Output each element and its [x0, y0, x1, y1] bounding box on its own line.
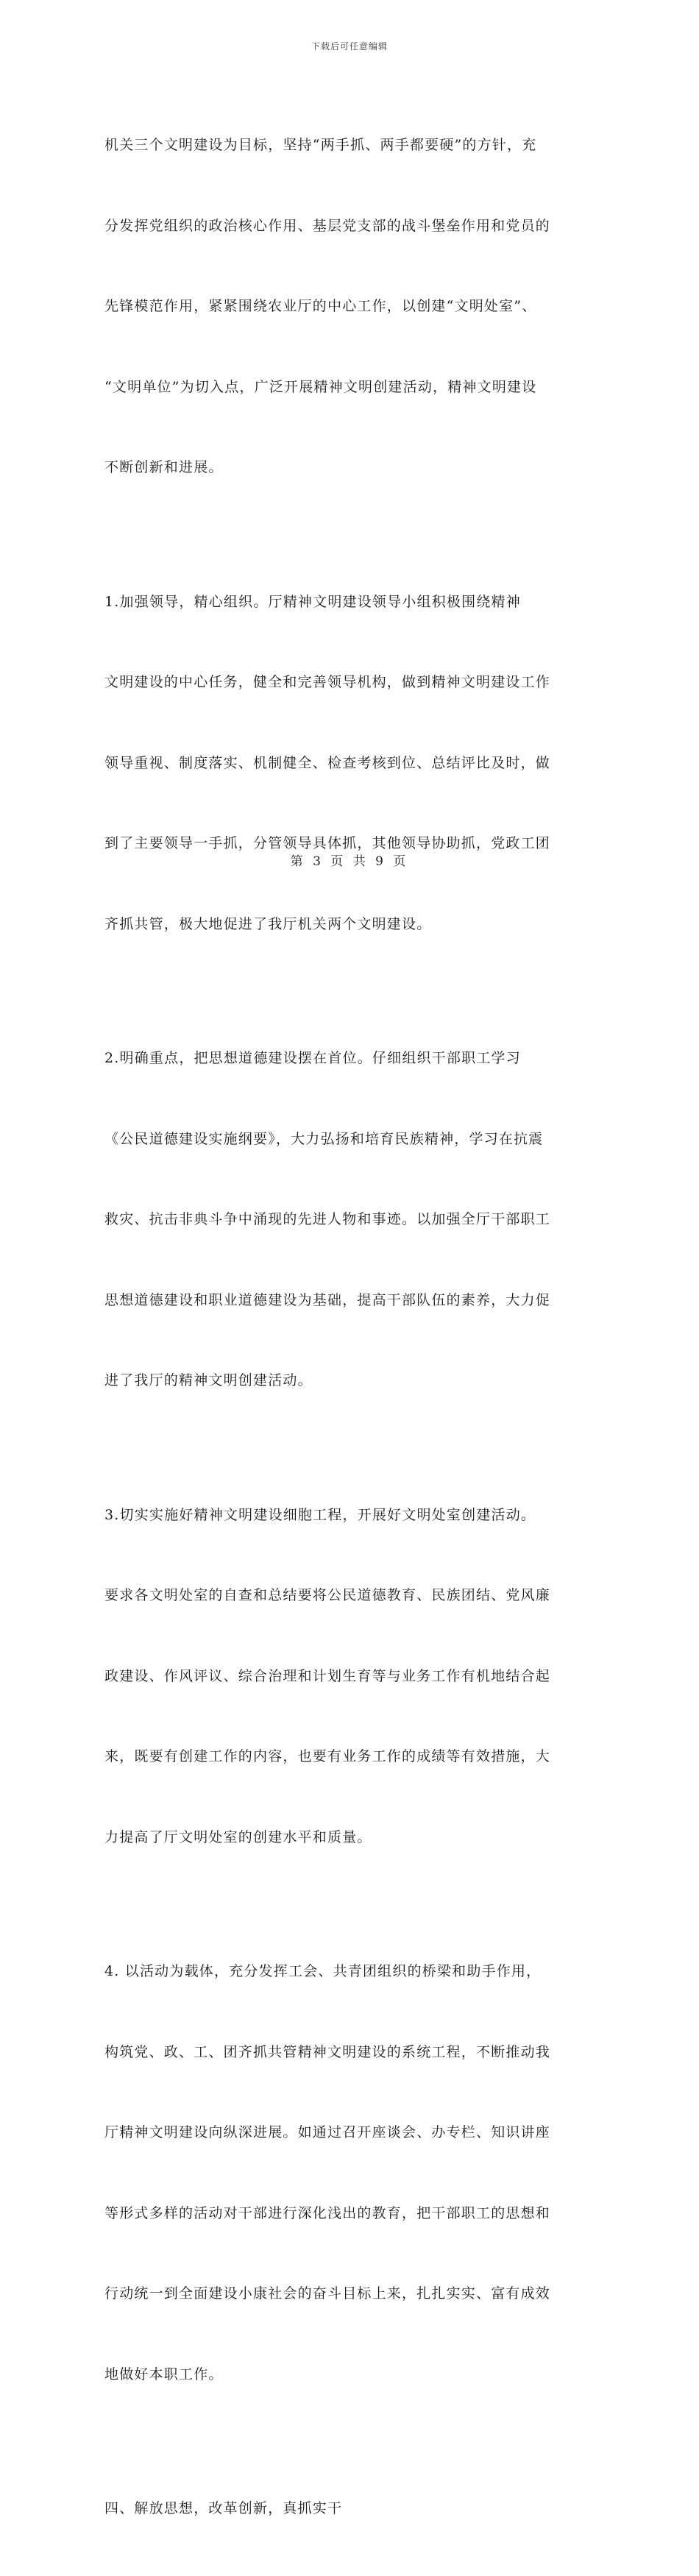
- text-line: 构筑党、政、工、团齐抓共管精神文明建设的系统工程，不断推动我: [104, 2043, 551, 2060]
- text-line: 先锋模范作用，紧紧围绕农业厅的中心工作，以创建“文明处室”、: [104, 298, 537, 314]
- text-line: 力提高了厅文明处室的创建水平和质量。: [104, 1828, 372, 1845]
- text-line: 地做好本职工作。: [104, 2366, 224, 2382]
- paragraph-item-3: [104, 1448, 620, 1905]
- text-line: 来，既要有创建工作的内容，也要有业务工作的成绩等有效措施，大: [104, 1748, 551, 1764]
- text-line: 不断创新和进展。: [104, 459, 224, 475]
- text-line: 要求各文明处室的自查和总结要将公民道德教育、民族团结、党风廉: [104, 1587, 551, 1603]
- text-line: 4. 以活动为载体，充分发挥工会、共青团组织的桥梁和助手作用，: [104, 1963, 542, 1979]
- text-line: 四、解放思想，改革创新，真抓实干: [104, 2500, 343, 2516]
- text-line: 1.加强领导，精心组织。厅精神文明建设领导小组积极围绕精神: [104, 593, 521, 610]
- text-line: 进了我厅的精神文明创建活动。: [104, 1372, 313, 1388]
- text-line: 思想道德建设和职业道德建设为基础，提高干部队伍的素养，大力促: [104, 1291, 551, 1308]
- page-header: 下载后可任意编辑: [311, 41, 388, 52]
- text-line: 行动统一到全面建设小康社会的奋斗目标上来，扎扎实实、富有成效: [104, 2285, 551, 2302]
- paragraph-item-2: [104, 991, 620, 1448]
- text-line: 文明建设的中心任务，健全和完善领导机构，做到精神文明建设工作: [104, 674, 551, 690]
- text-line: 《公民道德建设实施纲要》，大力弘扬和培育民族精神，学习在抗震: [104, 1130, 544, 1147]
- text-line: 等形式多样的活动对干部进行深化浅出的教育，把干部职工的思想和: [104, 2204, 551, 2221]
- text-line: 3.切实实施好精神文明建设细胞工程，开展好文明处室创建活动。: [104, 1506, 536, 1523]
- text-line: 齐抓共管，极大地促进了我厅机关两个文明建设。: [104, 915, 432, 932]
- text-line: 2.明确重点，把思想道德建设摆在首位。仔细组织干部职工学习: [104, 1050, 521, 1066]
- text-line: 政建设、作风评议、综合治理和计划生育等与业务工作有机地结合起: [104, 1667, 551, 1684]
- paragraph-item-4: [104, 1904, 620, 2441]
- text-line: 领导重视、制度落实、机制健全、检查考核到位、总结评比及时，做: [104, 754, 551, 771]
- paragraph-intro: [104, 78, 620, 535]
- section-heading-4: [104, 2441, 620, 2576]
- text-line: 机关三个文明建设为目标，坚持“两手抓、两手都要硬”的方针，充: [104, 137, 537, 153]
- text-line: 救灾、抗击非典斗争中涌现的先进人物和事迹。以加强全厅干部职工: [104, 1211, 551, 1227]
- text-line: 分发挥党组织的政治核心作用、基层党支部的战斗堡垒作用和党员的: [104, 217, 551, 234]
- page-number: 第 3 页 共 9 页: [290, 854, 409, 869]
- paragraph-item-1: [104, 535, 620, 992]
- document-body: [104, 78, 620, 2576]
- text-line: “文明单位”为切入点，广泛开展精神文明创建活动，精神文明建设: [104, 378, 537, 395]
- text-line: 到了主要领导一手抓，分管领导具体抓，其他领导协助抓，党政工团: [104, 835, 551, 851]
- text-line: 厅精神文明建设向纵深进展。如通过召开座谈会、办专栏、知识讲座: [104, 2124, 551, 2140]
